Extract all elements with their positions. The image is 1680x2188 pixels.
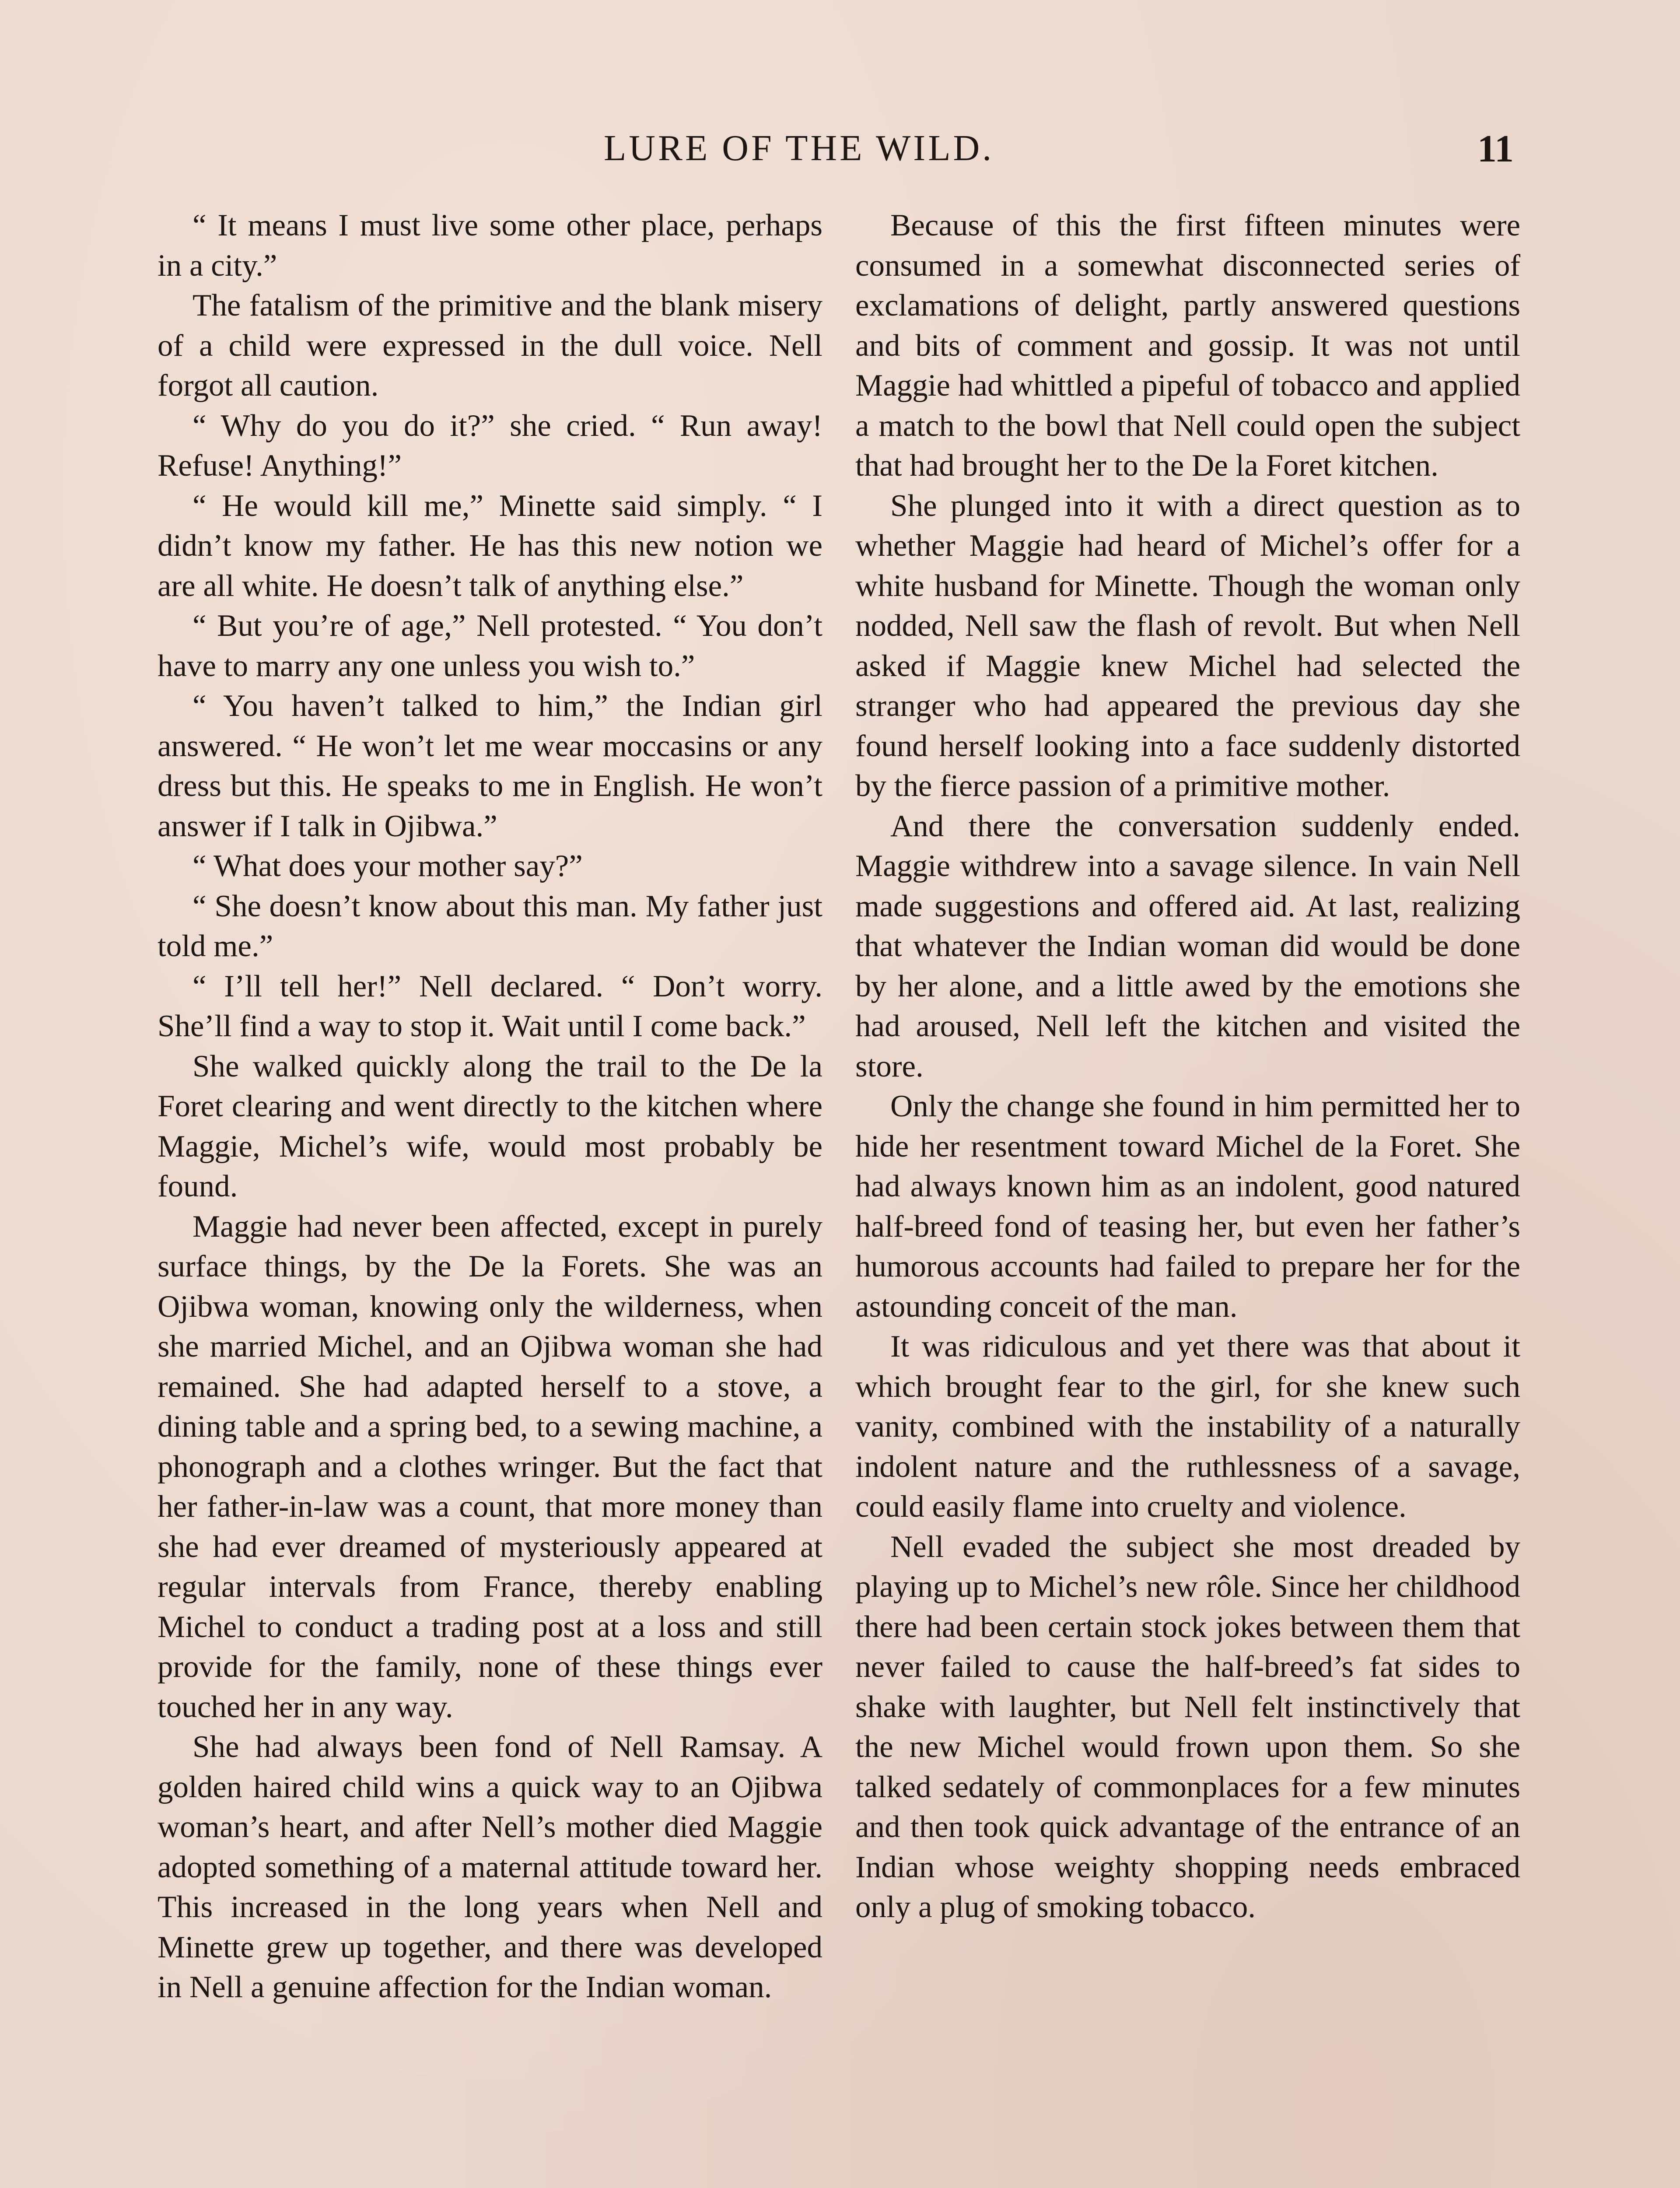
paragraph: “ But you’re of age,” Nell protested. “ You don’t have to marry any one unless you wish to.” [158, 609, 822, 683]
paragraph: She walked quickly along the trail to the De la Foret clearing and went directly to the kitchen where Maggie, Michel’s wife, would most probably be found. [158, 1049, 822, 1203]
paragraph: “ It means I must live some other place, perhaps in a city.” [158, 208, 822, 283]
page-number: 11 [1477, 128, 1514, 170]
paragraph: Nell evaded the subject she most dreaded by playing up to Michel’s new rôle. Since her childhood there had been certain stock jokes between them that never failed to cause the half-breed’s fat sides to shake with laughter, but Nell felt instinctively that the new Michel would frown upon them. So she talked sedately of commonplaces for a few minutes and then took quick advantage of the entrance of an Indian whose weighty shopping needs embraced only a plug of smoking tobacco. [855, 1529, 1520, 1924]
left-column [158, 206, 822, 2008]
paragraph: She had always been fond of Nell Ramsay. A golden haired child wins a quick way to an Ojibwa woman’s heart, and after Nell’s mother died Maggie adopted something of a maternal attitude toward her. This increased in the long years when Nell and Minette grew up together, and there was developed in Nell a genuine affection for the Indian woman. [158, 1730, 822, 2004]
paragraph: “ He would kill me,” Minette said simply. “ I didn’t know my father. He has this new notion we are all white. He doesn’t talk of anything else.” [158, 488, 822, 603]
paragraph: Because of this the first fifteen minutes were consumed in a somewhat disconnected series of exclamations of delight, partly answered questions and bits of comment and gossip. It was not until Maggie had whittled a pipeful of tobacco and applied a match to the bowl that Nell could open the subject that had brought her to the De la Foret kitchen. [855, 208, 1520, 483]
right-column [855, 206, 1520, 1928]
paragraph: “ What does your mother say?” [192, 849, 583, 883]
paragraph: She plunged into it with a direct question as to whether Maggie had heard of Michel’s offer for a white husband for Minette. Though the woman only nodded, Nell saw the flash of revolt. But when Nell asked if Maggie knew Michel had selected the stranger who had appeared the previous day she found herself looking into a face suddenly distorted by the fierce passion of a primitive mother. [855, 488, 1520, 803]
paragraph: Maggie had never been affected, except in purely surface things, by the De la Forets. She was an Ojibwa woman, knowing only the wilderness, when she married Michel, and an Ojibwa woman she had remained. She had adapted herself to a stove, a dining table and a spring bed, to a sewing machine, a phonograph and a clothes wringer. But the fact that her father-in-law was a count, that more money than she had ever dreamed of mysteriously appeared at regular intervals from France, thereby enabling Michel to conduct a trading post at a loss and still provide for the family, none of these things ever touched her in any way. [158, 1209, 822, 1724]
paragraph: And there the conversation suddenly ended. Maggie withdrew into a savage silence. In vain Nell made suggestions and offered aid. At last, realizing that whatever the Indian woman did would be done by her alone, and a little awed by the emotions she had aroused, Nell left the kitchen and visited the store. [855, 809, 1520, 1083]
paragraph: “ Why do you do it?” she cried. “ Run away! Refuse! Anything!” [158, 408, 822, 483]
running-title: LURE OF THE WILD. [604, 128, 994, 168]
paragraph: Only the change she found in him permitted her to hide her resentment toward Michel de la Foret. She had always known him as an indolent, good natured half-breed fond of teasing her, but even her father’s humorous accounts had failed to prepare her for the astounding conceit of the man. [855, 1089, 1520, 1324]
paragraph: “ She doesn’t know about this man. My father just told me.” [158, 889, 822, 963]
paragraph: “ I’ll tell her!” Nell declared. “ Don’t worry. She’ll find a way to stop it. Wait until I come back.” [158, 969, 822, 1043]
paragraph: It was ridiculous and yet there was that about it which brought fear to the girl, for she knew such vanity, combined with the instability of a naturally indolent nature and the ruthlessness of a savage, could easily flame into cruelty and violence. [855, 1329, 1520, 1524]
paragraph: “ You haven’t talked to him,” the Indian girl answered. “ He won’t let me wear moccasins or any dress but this. He speaks to me in English. He won’t answer if I talk in Ojibwa.” [158, 689, 822, 843]
paragraph: The fatalism of the primitive and the blank misery of a child were expressed in the dull voice. Nell forgot all caution. [158, 288, 822, 403]
